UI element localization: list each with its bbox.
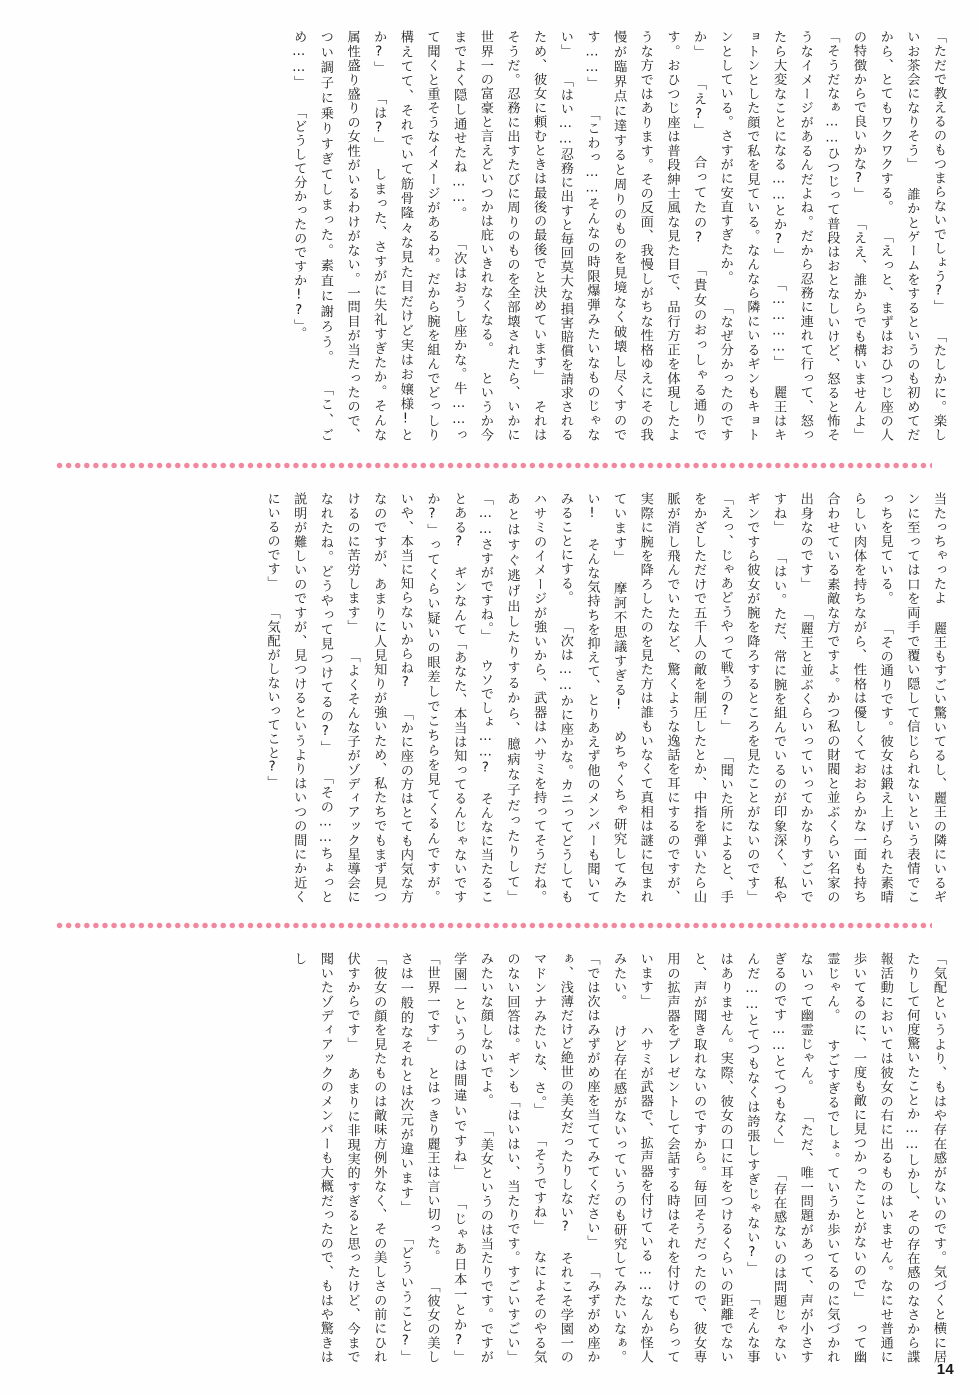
section-divider-1 [56,462,932,469]
page-number: 14 [936,1361,954,1378]
section-2-body: 当たっちゃったよ 麗王もすごい驚いてるし、麗王の隣にいるギンに至っては口を両手で覆い隠して信じられないという表情でこっちを見ている。 「その通りです。彼女は鍛え上げられた素晴らしい肉体を持ちながら、性格は優しくておおらかな一面も持ち合わせている素敵な方ですよ。かつ私の財閥と並ぶくらい名家の出身なのです」 「麗王と並ぶくらいっていってかなりすごいですね」 「はい。ただ、常に腕を組んでいるのが印象深く、私やギンですら彼女が腕を降ろするところを見たことがないのです」 「えっ、じゃあどうやって戦うの?」 「聞いた所によると、手をかざしただけで五千人の敵を制圧したとか、中指を弾いたら山脈が消し飛んでいたなど、驚くような逸話を耳にするのですが、実際に腕を降ろしたのを見た方は誰もいなくて真相は謎に包まれています」 摩訶不思議すぎる! めちゃくちゃ研究してみたい! そんな気持ちを抑えて、とりあえず他のメンバーも聞いてみることにする。 「次は……かに座かな。カニってどうしてもハサミのイメージが強いから、武器はハサミを持ってそうだね。あとはすぐ逃げ出したりするから、臆病な子だったりして」 「……さすがですね。」 ウソでしょ……? そんなに当たることある? ギンなんて「あなた、本当は知ってるんじゃないですか?」ってくらい疑いの眼差しでこちらを見てくるんですが。 いや、本当に知らないからね? 「かに座の方はとても内気な方なのですが、あまりに人見知りが強いため、私たちでもまず見つけるのに苦労します」 「よくそんな子がゾディアック星導会になれたね。どうやって見つけてるの?」 「その……ちょっと説明が難しいのですが、見つけるというよりはいつの間にか近くにいるのです」 「気配がしないってこと?」 [264,492,946,904]
section-3-body: 「気配というより、もはや存在感がないのです。気づくと横に居たりして何度驚いたことか……しかし、その存在感のなさから諜報活動においては彼女の右に出るものはいません。なにせ普通に歩いてるのに、一度も敵に見つかったことがないので」 って幽霊じゃん。 すごすぎるでしょ。ていうか歩いてるのに気づかれないって幽霊じゃん。 「ただ、唯一問題があって、声が小さすぎるのです……とてつもなく」 「存在感ないのは問題じゃないんだ……とてつもなくは誇張しすぎじゃない?」 「そんな事はありません。実際、彼女の口に耳をつけるくらいの距離でないと、声が聞き取れないのですから。毎回そうだったので、彼女専用の拡声器をプレゼントして会話する時はそれを付けてもらっています」 ハサミが武器で、拡声器を付けている……なんか怪人みたい。 けど存在感がないっていうのも研究してみたいなぁ。 「では次はみずがめ座を当ててみてください」 「みずがめ座かぁ、浅薄だけど絶世の美女だったりしない? それこそ学園一のマドンナみたいな、さ。」 「そうですね」 なによそのやる気のない回答は。ギンも「はいはい、当たりです。すごいすごい」みたいな顔しないでよ。 「美女というのは当たりです。ですが学園一というのは間違いですね」 「じゃあ日本一とか?」 「世界一です」 とはっきり麗王は言い切った。 「彼女の美しさは一般的なそれとは次元が違います」 「どういうこと?」 「彼女の顔を見たものは敵味方例外なく、その美しさの前にひれ伏すからです」 あまりに非現実的すぎると思ったけど、今まで聞いたゾディアックのメンバーも大概だったので、もはや驚きはし [291,952,946,1364]
text-section-2 [33,492,951,904]
section-1-body: 「ただで教えるのもつまらないでしょう?」 「たしかに。楽しいお茶会になりそう」 誰かとゲームをするというのも初めてだから、とてもワクワクする。 「えっと、まずはおひつじ座の人の特徴からで良いかな?」 「ええ、誰からでも構いませんよ」 「そうだなぁ……ひつじって普段はおとなしいけど、怒ると怖そうなイメージがあるんだよね。だから忍務に連れて行って、怒ったら大変なことになる……とか?」 「…………」 麗王はキョトンとした顔で私を見ている。なんなら隣にいるギンもキョトンとしている。さすがに安直すぎたか。 「なぜ分かったのですか」 「え?」 合ってたの? 「貴女のおっしゃる通りです。おひつじ座は普段紳士風な見た目で、品行方正を体現したような方ではあります。その反面、我慢しがちな性格ゆえにその我慢が臨界点に達すると周りのものを見境なく破壊し尽くすのです……」 「こわっ……そんなの時限爆弾みたいなものじゃない」 「はい……忍務に出すと毎回莫大な損害賠償を請求されるため、彼女に頼むときは最後の最後でと決めています」 それはそうだ。忍務に出すたびに周りのものを全部壊されたら、いかに世界一の富豪と言えどいつかは庇いきれなくなる。 というか今までよく隠し通せたね……。 「次はおうし座かな。牛……って聞くと重そうなイメージがあるわ。だから腕を組んでどっしり構えてて、それでいて筋骨隆々な見た目だけど実はお嬢様!とか?」 「は?」 しまった、さすがに失礼すぎたか。そんな属性盛り盛りの女性がいるわけがない。一問目が当たったので、つい調子に乗りすぎてしまった。素直に謝ろう。 「こ、ごめ……」 「どうして分かったのですか!?」。 [291,30,946,442]
text-section-1 [33,30,951,442]
text-section-3 [33,952,951,1364]
section-divider-2 [56,922,932,929]
